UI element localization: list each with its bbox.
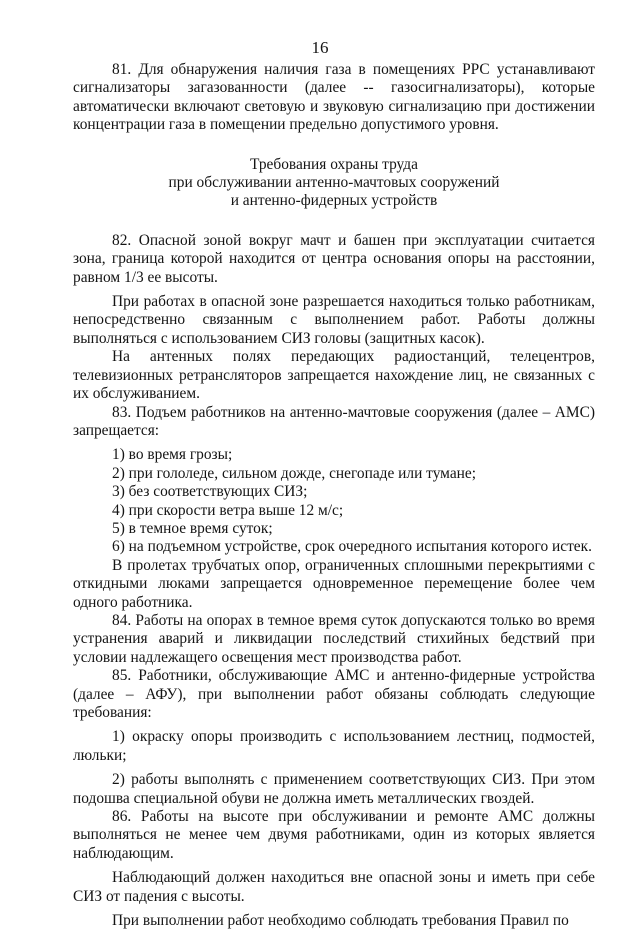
list-item: 2) работы выполнять с применением соответствующих СИЗ. При этом подошва специальной обуви не должна иметь металлических гвоздей. (73, 771, 595, 807)
paragraph: Наблюдающий должен находиться вне опасной зоны и иметь при себе СИЗ от падения с высоты. (73, 869, 595, 905)
paragraph-83: 83. Подъем работников на антенно-мачтовые сооружения (далее – АМС) запрещается: (73, 403, 595, 439)
list-item: 6) на подъемном устройстве, срок очередного испытания которого истек. (112, 538, 592, 556)
paragraph: На антенных полях передающих радиостанций, телецентров, телевизионных ретрансляторов запрещается нахождение лиц, не связанных с их обслуживанием. (73, 348, 595, 403)
list-item: 1) во время грозы; (112, 446, 233, 464)
paragraph-81: 81. Для обнаружения наличия газа в помещениях РРС устанавливают сигнализаторы загазованности (далее -- газосигнализаторы), которые автоматически включают световую и звуковую сигнализацию при достижении концентрации газа в помещении предельно допустимого уровня. (73, 61, 595, 134)
paragraph-85: 85. Работники, обслуживающие АМС и антенно-фидерные устройства (далее – АФУ), при выполнении работ обязаны соблюдать следующие требования: (73, 667, 595, 721)
document-body (73, 61, 595, 930)
paragraph: В пролетах трубчатых опор, ограниченных сплошными перекрытиями с откидными люками запрещается одновременное перемещение более чем одного работника. (73, 556, 595, 611)
heading-line: Требования охраны труда (250, 155, 418, 173)
paragraph: При выполнении работ необходимо соблюдать требования Правил по (112, 912, 569, 930)
paragraph-86: 86. Работы на высоте при обслуживании и ремонте АМС должны выполняться не менее чем двумя работниками, один из которых является наблюдающим. (73, 808, 595, 862)
heading-line: и антенно-фидерных устройств (230, 192, 438, 210)
list-item: 4) при скорости ветра выше 12 м/с; (112, 501, 344, 519)
list-item: 1) окраску опоры производить с использованием лестниц, подмостей, люльки; (73, 728, 595, 764)
section-heading (73, 156, 595, 211)
list-item: 2) при гололеде, сильном дожде, снегопаде или тумане; (112, 464, 476, 482)
page-number: 16 (311, 38, 329, 57)
heading-line: при обслуживании антенно-мачтовых сооружений (168, 174, 500, 192)
paragraph: При работах в опасной зоне разрешается находиться только работникам, непосредственно связанным с выполнением работ. Работы должны выполняться с использованием СИЗ головы (защитных касок). (73, 293, 595, 347)
paragraph-84: 84. Работы на опорах в темное время суток допускаются только во время устранения аварий и ликвидации последствий стихийных бедствий при условии надлежащего освещения мест производства работ. (73, 611, 595, 666)
list-item: 3) без соответствующих СИЗ; (112, 483, 308, 501)
paragraph-82: 82. Опасной зоной вокруг мачт и башен при эксплуатации считается зона, граница которой находится от центра основания опоры на расстоянии, равном 1/3 ее высоты. (73, 231, 595, 286)
list-item: 5) в темное время суток; (112, 519, 273, 537)
